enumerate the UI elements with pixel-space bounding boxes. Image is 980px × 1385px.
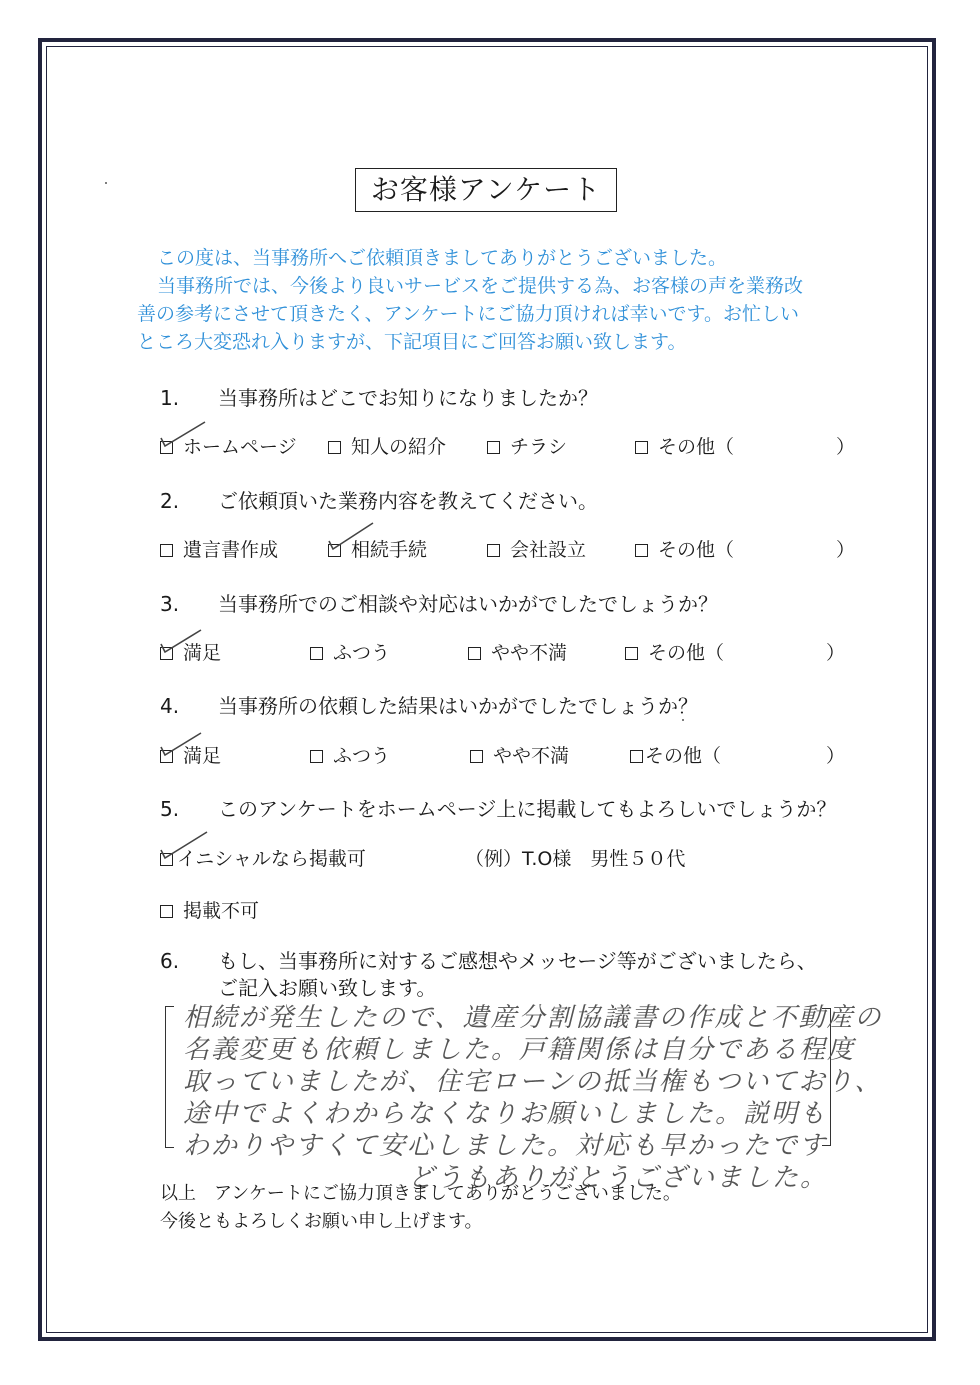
- question-5: [160, 793, 836, 822]
- check-mark-icon: [159, 626, 209, 666]
- check-mark-icon: [159, 729, 209, 769]
- checkbox[interactable]: [160, 905, 173, 918]
- checkbox-checked[interactable]: [160, 441, 173, 454]
- comment-line: どうもありがとうございました。: [408, 1163, 829, 1193]
- option-acquaintance[interactable]: 知人の紹介: [328, 432, 446, 459]
- option-other[interactable]: その他（: [625, 638, 724, 665]
- option-other[interactable]: その他（: [635, 535, 734, 562]
- question-4: [160, 690, 698, 719]
- checkbox[interactable]: [635, 441, 648, 454]
- intro-line: この度は、当事務所へご依頼頂きましてありがとうございました。: [157, 247, 728, 269]
- option-not-ok[interactable]: 掲載不可: [160, 896, 259, 923]
- checkbox[interactable]: [328, 441, 341, 454]
- question-text: もし、当事務所に対するご感想やメッセージ等がございましたら、: [218, 949, 817, 973]
- checkbox[interactable]: [487, 544, 500, 557]
- checkbox-checked[interactable]: [160, 750, 173, 763]
- comment-line: 取っていましたが、住宅ローンの抵当権もついており、: [183, 1067, 883, 1097]
- option-satisfied[interactable]: 満足: [160, 638, 221, 665]
- page-title: お客様アンケート: [355, 168, 617, 212]
- question-text: 当事務所はどこでお知りになりましたか？: [218, 386, 598, 410]
- question-number: 1.: [160, 386, 180, 410]
- question-number: 5.: [160, 797, 180, 821]
- intro-line: 善の参考にさせて頂きたく、アンケートにご協力頂ければ幸いです。お忙しい: [137, 303, 799, 325]
- comment-line: 名義変更も依頼しました。戸籍関係は自分である程度: [183, 1035, 856, 1065]
- check-mark-icon: [159, 420, 209, 460]
- intro-paragraph: [137, 244, 857, 356]
- checkbox-checked[interactable]: [328, 544, 341, 557]
- checkbox[interactable]: [470, 750, 483, 763]
- close-paren: ）: [836, 436, 856, 458]
- publication-example: （例）T.O様 男性５０代: [465, 848, 686, 870]
- option-satisfied[interactable]: 満足: [160, 741, 221, 768]
- option-will-drafting[interactable]: 遺言書作成: [160, 535, 278, 562]
- question-2: [160, 485, 598, 514]
- checkbox-checked[interactable]: [160, 647, 173, 660]
- check-mark-icon: [159, 832, 209, 872]
- checkbox[interactable]: [310, 647, 323, 660]
- closing-message: [160, 1180, 681, 1236]
- question-text: 当事務所の依頼した結果はいかがでしたでしょうか？: [218, 694, 698, 718]
- option-homepage[interactable]: ホームページ: [160, 432, 297, 459]
- question-number: 2.: [160, 489, 180, 513]
- question-number: 4.: [160, 694, 180, 718]
- question-text: このアンケートをホームページ上に掲載してもよろしいでしょうか？: [218, 797, 837, 821]
- checkbox[interactable]: [625, 647, 638, 660]
- check-mark-icon: [327, 523, 377, 563]
- question-number: 6.: [160, 949, 180, 973]
- closing-line: 以上 アンケートにご協力頂きましてありがとうございました。: [160, 1183, 681, 1204]
- intro-line: ところ大変恐れ入りますが、下記項目にご回答お願い致します。: [137, 331, 687, 353]
- question-1-options: [160, 432, 856, 462]
- option-company-setup[interactable]: 会社設立: [487, 535, 586, 562]
- question-text: 当事務所でのご相談や対応はいかがでしたでしょうか？: [218, 592, 718, 616]
- close-paren: ）: [826, 642, 846, 664]
- checkbox[interactable]: [635, 544, 648, 557]
- question-6: [160, 945, 817, 974]
- close-paren: ）: [826, 745, 846, 767]
- checkbox[interactable]: [160, 544, 173, 557]
- closing-line: 今後ともよろしくお願い申し上げます。: [160, 1211, 483, 1232]
- checkbox[interactable]: [487, 441, 500, 454]
- option-flyer[interactable]: チラシ: [487, 432, 567, 459]
- question-1: [160, 382, 598, 411]
- scan-speck: [682, 719, 684, 721]
- handwritten-comment: [183, 1002, 882, 1194]
- checkbox[interactable]: [630, 750, 643, 763]
- checkbox[interactable]: [468, 647, 481, 660]
- scan-speck: [105, 182, 107, 184]
- comment-line: 相続が発生したので、遺産分割協議書の作成と不動産の: [183, 1003, 883, 1033]
- option-other[interactable]: その他（: [630, 741, 721, 768]
- question-5-options: [160, 844, 850, 874]
- comment-area: [165, 998, 883, 1193]
- option-slightly-unsatisfied[interactable]: やや不満: [468, 638, 567, 665]
- question-text: ご依頼頂いた業務内容を教えてください。: [218, 489, 598, 513]
- option-normal[interactable]: ふつう: [310, 741, 390, 768]
- intro-line: 当事務所では、今後より良いサービスをご提供する為、お客様の声を業務改: [157, 275, 804, 297]
- option-other[interactable]: その他（: [635, 432, 734, 459]
- question-5-options-2: [160, 896, 850, 926]
- close-paren: ）: [836, 539, 856, 561]
- question-3: [160, 588, 718, 617]
- option-slightly-unsatisfied[interactable]: やや不満: [470, 741, 569, 768]
- option-inheritance[interactable]: 相続手続: [328, 535, 427, 562]
- comment-line: わかりやすくて安心しました。対応も早かったです: [183, 1131, 828, 1161]
- bracket-left: [165, 1006, 174, 1148]
- question-2-options: [160, 535, 856, 565]
- option-normal[interactable]: ふつう: [310, 638, 390, 665]
- comment-line: 途中でよくわからなくなりお願いしました。説明も: [183, 1099, 828, 1129]
- question-4-options: [160, 741, 850, 771]
- question-6-line-2: ご記入お願い致します。: [218, 976, 437, 1000]
- question-3-options: [160, 638, 850, 668]
- question-number: 3.: [160, 592, 180, 616]
- checkbox-checked[interactable]: [160, 853, 173, 866]
- option-initials-ok[interactable]: イニシャルなら掲載可: [160, 844, 366, 871]
- checkbox[interactable]: [310, 750, 323, 763]
